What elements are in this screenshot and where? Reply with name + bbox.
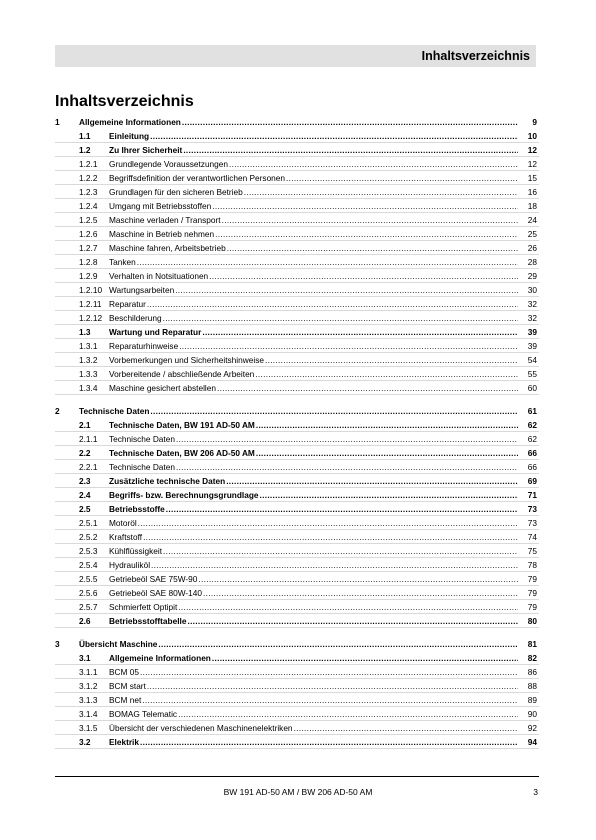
toc-entry-page: 79 <box>527 588 537 598</box>
toc-entry-page: 39 <box>527 341 537 351</box>
toc-entry[interactable] <box>55 311 539 325</box>
toc-entry-title: Kraftstoff <box>109 532 143 542</box>
toc-entry-number: 2.5.4 <box>79 560 98 570</box>
toc-entry-number: 2 <box>55 406 60 416</box>
toc-entry-page: 92 <box>527 723 537 733</box>
toc-entry-number: 1.3.2 <box>79 355 98 365</box>
toc-entry-page: 82 <box>527 653 537 663</box>
toc-entry-number: 1.2.3 <box>79 187 98 197</box>
toc-leader-dots <box>217 383 518 394</box>
toc-entry-page: 25 <box>527 229 537 239</box>
toc-entry-page: 62 <box>527 420 537 430</box>
toc-entry-title: Vorbemerkungen und Sicherheitshinweise <box>109 355 264 365</box>
toc-leader-dots <box>244 187 518 198</box>
toc-entry-title: Technische Daten, BW 191 AD-50 AM <box>109 420 255 430</box>
toc-leader-dots <box>175 285 518 296</box>
toc-entry-number: 1.2.6 <box>79 229 98 239</box>
toc-entry-page: 66 <box>527 462 537 472</box>
toc-entry-number: 2.1.1 <box>79 434 98 444</box>
toc-leader-dots <box>179 341 518 352</box>
toc-entry-page: 79 <box>527 574 537 584</box>
toc-entry[interactable] <box>55 558 539 572</box>
toc-entry-number: 1.3 <box>79 327 91 337</box>
toc-leader-dots <box>227 243 518 254</box>
toc-leader-dots <box>178 709 518 720</box>
toc-entry-page: 81 <box>527 639 537 649</box>
toc-entry[interactable] <box>55 516 539 530</box>
toc-entry-number: 1.2.1 <box>79 159 98 169</box>
toc-entry-title: Betriebsstofftabelle <box>109 616 187 626</box>
toc-entry-title: BCM start <box>109 681 146 691</box>
toc-leader-dots <box>183 145 518 156</box>
toc-entry-title: Vorbereitende / abschließende Arbeiten <box>109 369 255 379</box>
toc-entry-title: Wartungsarbeiten <box>109 285 175 295</box>
toc-entry-page: 62 <box>527 434 537 444</box>
toc-entry-page: 18 <box>527 201 537 211</box>
toc-entry-page: 86 <box>527 667 537 677</box>
toc-entry-title: Elektrik <box>109 737 139 747</box>
toc-entry-page: 61 <box>527 406 537 416</box>
toc-entry-title: Wartung und Reparatur <box>109 327 202 337</box>
toc-entry-title: Einleitung <box>109 131 150 141</box>
toc-entry[interactable] <box>55 530 539 544</box>
toc-leader-dots <box>178 602 518 613</box>
toc-entry[interactable] <box>55 637 539 651</box>
toc-leader-dots <box>256 448 518 459</box>
toc-entry-title: BCM net <box>109 695 142 705</box>
toc-entry[interactable] <box>55 586 539 600</box>
toc-entry[interactable] <box>55 721 539 735</box>
toc-entry-title: Getriebeöl SAE 80W-140 <box>109 588 203 598</box>
toc-entry[interactable] <box>55 143 539 157</box>
toc-entry-number: 3.1.3 <box>79 695 98 705</box>
toc-entry[interactable] <box>55 665 539 679</box>
toc-entry-title: Technische Daten <box>109 462 175 472</box>
toc-leader-dots <box>150 406 518 417</box>
toc-entry-page: 32 <box>527 313 537 323</box>
toc-entry-number: 2.5.6 <box>79 588 98 598</box>
toc-entry-page: 90 <box>527 709 537 719</box>
toc-entry-title: Begriffs- bzw. Berechnungsgrundlage <box>109 490 259 500</box>
header-bar <box>55 45 536 67</box>
toc-entry-number: 1.2.5 <box>79 215 98 225</box>
toc-entry-title: Verhalten in Notsituationen <box>109 271 209 281</box>
toc-leader-dots <box>226 476 518 487</box>
toc-entry-title: Hydrauliköl <box>109 560 151 570</box>
toc-entry[interactable] <box>55 544 539 558</box>
toc-entry[interactable] <box>55 241 539 255</box>
toc-leader-dots <box>176 434 518 445</box>
toc-leader-dots <box>212 653 518 664</box>
toc-entry-page: 74 <box>527 532 537 542</box>
toc-entry-title: Grundlagen für den sicheren Betrieb <box>109 187 243 197</box>
toc-entry-title: Schmierfett Optipit <box>109 602 178 612</box>
toc-entry-title: Grundlegende Voraussetzungen <box>109 159 229 169</box>
toc-entry-title: Zusätzliche technische Daten <box>109 476 226 486</box>
toc-entry-number: 2.1 <box>79 420 91 430</box>
toc-entry-page: 73 <box>527 504 537 514</box>
toc-entry-page: 71 <box>527 490 537 500</box>
toc-entry-number: 2.5 <box>79 504 91 514</box>
toc-leader-dots <box>265 355 518 366</box>
toc-entry-page: 24 <box>527 215 537 225</box>
toc-entry[interactable] <box>55 446 539 460</box>
toc-entry-number: 1.2.8 <box>79 257 98 267</box>
toc-entry[interactable] <box>55 171 539 185</box>
toc-leader-dots <box>147 299 518 310</box>
toc-entry[interactable] <box>55 432 539 446</box>
toc-leader-dots <box>203 588 518 599</box>
toc-leader-dots <box>187 616 518 627</box>
toc-leader-dots <box>286 173 518 184</box>
toc-entry[interactable] <box>55 651 539 665</box>
toc-leader-dots <box>158 639 518 650</box>
toc-entry-number: 1.3.3 <box>79 369 98 379</box>
toc-leader-dots <box>176 462 518 473</box>
toc-leader-dots <box>163 313 518 324</box>
toc-entry-page: 78 <box>527 560 537 570</box>
toc-entry-number: 1 <box>55 117 60 127</box>
toc-entry-number: 3 <box>55 639 60 649</box>
toc-leader-dots <box>212 201 518 212</box>
toc-entry-page: 16 <box>527 187 537 197</box>
toc-leader-dots <box>256 420 518 431</box>
toc-entry[interactable] <box>55 297 539 311</box>
toc-entry-number: 2.5.2 <box>79 532 98 542</box>
toc-entry-number: 2.2 <box>79 448 91 458</box>
chapter-gap <box>55 395 539 401</box>
toc-entry[interactable] <box>55 227 539 241</box>
toc-leader-dots <box>163 546 518 557</box>
toc-entry-title: Beschilderung <box>109 313 162 323</box>
toc-leader-dots <box>182 117 518 128</box>
toc-leader-dots <box>209 271 518 282</box>
toc-leader-dots <box>147 681 518 692</box>
toc-entry[interactable] <box>55 353 539 367</box>
toc-entry-page: 9 <box>532 117 537 127</box>
footer-model-text: BW 191 AD-50 AM / BW 206 AD-50 AM <box>223 787 373 797</box>
toc-entry[interactable] <box>55 474 539 488</box>
toc-entry-title: Reparatur <box>109 299 146 309</box>
toc-entry[interactable] <box>55 693 539 707</box>
toc-entry-title: Betriebsstoffe <box>109 504 165 514</box>
toc-entry-number: 1.3.4 <box>79 383 98 393</box>
toc-leader-dots <box>150 131 518 142</box>
toc-entry[interactable] <box>55 213 539 227</box>
toc-entry-number: 2.5.5 <box>79 574 98 584</box>
toc-leader-dots <box>255 369 518 380</box>
toc-entry-number: 2.5.1 <box>79 518 98 528</box>
toc-entry-number: 3.1.5 <box>79 723 98 733</box>
toc-entry-number: 3.2 <box>79 737 91 747</box>
toc-entry-number: 1.2 <box>79 145 91 155</box>
toc-leader-dots <box>166 504 518 515</box>
toc-entry-page: 32 <box>527 299 537 309</box>
chapter-gap <box>55 628 539 634</box>
toc-entry[interactable] <box>55 367 539 381</box>
toc-entry[interactable] <box>55 404 539 418</box>
page-title: Inhaltsverzeichnis <box>55 93 194 110</box>
toc-leader-dots <box>140 737 518 748</box>
toc-entry-page: 75 <box>527 546 537 556</box>
toc-entry-page: 30 <box>527 285 537 295</box>
toc-leader-dots <box>229 159 518 170</box>
toc-entry-title: Tanken <box>109 257 136 267</box>
toc-entry-title: Motoröl <box>109 518 137 528</box>
toc-entry-page: 29 <box>527 271 537 281</box>
toc-entry[interactable] <box>55 339 539 353</box>
toc-entry-page: 80 <box>527 616 537 626</box>
toc-entry-page: 15 <box>527 173 537 183</box>
toc-entry-number: 1.3.1 <box>79 341 98 351</box>
toc-entry-number: 1.1 <box>79 131 91 141</box>
toc-entry-page: 79 <box>527 602 537 612</box>
toc-leader-dots <box>202 327 518 338</box>
toc-entry-number: 1.2.10 <box>79 285 103 295</box>
toc-entry-title: Technische Daten, BW 206 AD-50 AM <box>109 448 255 458</box>
toc-entry-title: Technische Daten <box>109 434 175 444</box>
toc-entry-page: 54 <box>527 355 537 365</box>
toc-entry-number: 2.3 <box>79 476 91 486</box>
toc-entry[interactable] <box>55 185 539 199</box>
toc-entry-title: Kühlflüssigkeit <box>109 546 163 556</box>
toc-entry-page: 12 <box>527 159 537 169</box>
toc-entry-page: 73 <box>527 518 537 528</box>
toc-entry-title: Maschine fahren, Arbeitsbetrieb <box>109 243 226 253</box>
toc-entry[interactable] <box>55 679 539 693</box>
toc-leader-dots <box>151 560 518 571</box>
table-of-contents <box>55 115 539 749</box>
toc-entry-page: 89 <box>527 695 537 705</box>
toc-entry[interactable] <box>55 614 539 628</box>
toc-leader-dots <box>222 215 518 226</box>
toc-entry-title: Begriffsdefinition der verantwortlichen Personen <box>109 173 286 183</box>
toc-entry-title: Zu Ihrer Sicherheit <box>109 145 183 155</box>
toc-entry[interactable] <box>55 460 539 474</box>
toc-entry[interactable] <box>55 325 539 339</box>
toc-entry-page: 66 <box>527 448 537 458</box>
header-title: Inhaltsverzeichnis <box>421 49 530 63</box>
toc-entry-page: 55 <box>527 369 537 379</box>
toc-entry-number: 1.2.11 <box>79 299 102 309</box>
toc-entry[interactable] <box>55 707 539 721</box>
toc-entry[interactable] <box>55 283 539 297</box>
toc-leader-dots <box>140 667 518 678</box>
toc-entry[interactable] <box>55 255 539 269</box>
toc-entry-title: Übersicht der verschiedenen Maschinenelektriken <box>109 723 293 733</box>
toc-entry[interactable] <box>55 600 539 614</box>
toc-entry[interactable] <box>55 129 539 143</box>
toc-leader-dots <box>215 229 518 240</box>
toc-entry[interactable] <box>55 418 539 432</box>
toc-entry-number: 2.5.3 <box>79 546 98 556</box>
toc-entry-page: 94 <box>527 737 537 747</box>
toc-entry-number: 3.1.4 <box>79 709 98 719</box>
toc-entry-title: Allgemeine Informationen <box>79 117 181 127</box>
footer-page-number: 3 <box>533 787 538 797</box>
toc-entry-page: 12 <box>527 145 537 155</box>
toc-entry-number: 2.6 <box>79 616 91 626</box>
toc-entry-title: Maschine in Betrieb nehmen <box>109 229 215 239</box>
toc-entry-number: 2.2.1 <box>79 462 98 472</box>
toc-entry[interactable] <box>55 115 539 129</box>
toc-entry-page: 28 <box>527 257 537 267</box>
toc-entry[interactable] <box>55 488 539 502</box>
toc-entry[interactable] <box>55 269 539 283</box>
toc-entry[interactable] <box>55 735 539 749</box>
toc-entry-title: Maschine gesichert abstellen <box>109 383 216 393</box>
toc-entry[interactable] <box>55 157 539 171</box>
toc-leader-dots <box>260 490 518 501</box>
toc-entry-title: Reparaturhinweise <box>109 341 179 351</box>
toc-entry-page: 60 <box>527 383 537 393</box>
toc-entry-number: 1.2.7 <box>79 243 98 253</box>
toc-entry-number: 3.1.1 <box>79 667 98 677</box>
toc-entry[interactable] <box>55 502 539 516</box>
toc-entry-number: 1.2.4 <box>79 201 98 211</box>
toc-entry-page: 10 <box>527 131 537 141</box>
toc-entry-page: 69 <box>527 476 537 486</box>
toc-entry-title: Technische Daten <box>79 406 150 416</box>
toc-entry-title: Allgemeine Informationen <box>109 653 211 663</box>
toc-entry-number: 2.5.7 <box>79 602 98 612</box>
toc-entry-number: 2.4 <box>79 490 91 500</box>
toc-entry-title: Umgang mit Betriebsstoffen <box>109 201 212 211</box>
toc-entry-page: 39 <box>527 327 537 337</box>
toc-entry[interactable] <box>55 572 539 586</box>
toc-entry-title: BCM 05 <box>109 667 139 677</box>
toc-leader-dots <box>137 257 518 268</box>
toc-entry-number: 1.2.9 <box>79 271 98 281</box>
toc-entry-page: 88 <box>527 681 537 691</box>
toc-entry-number: 1.2.2 <box>79 173 98 183</box>
toc-leader-dots <box>294 723 518 734</box>
toc-leader-dots <box>142 695 518 706</box>
toc-entry-page: 26 <box>527 243 537 253</box>
toc-entry-number: 3.1 <box>79 653 91 663</box>
toc-entry-title: Maschine verladen / Transport <box>109 215 221 225</box>
toc-entry-number: 3.1.2 <box>79 681 98 691</box>
toc-leader-dots <box>138 518 518 529</box>
toc-entry[interactable] <box>55 199 539 213</box>
toc-entry-number: 1.2.12 <box>79 313 103 323</box>
toc-leader-dots <box>198 574 518 585</box>
toc-entry-title: Übersicht Maschine <box>79 639 158 649</box>
toc-leader-dots <box>143 532 518 543</box>
toc-entry[interactable] <box>55 381 539 395</box>
toc-entry-title: BOMAG Telematic <box>109 709 178 719</box>
toc-entry-title: Getriebeöl SAE 75W-90 <box>109 574 198 584</box>
footer-divider <box>55 776 539 777</box>
